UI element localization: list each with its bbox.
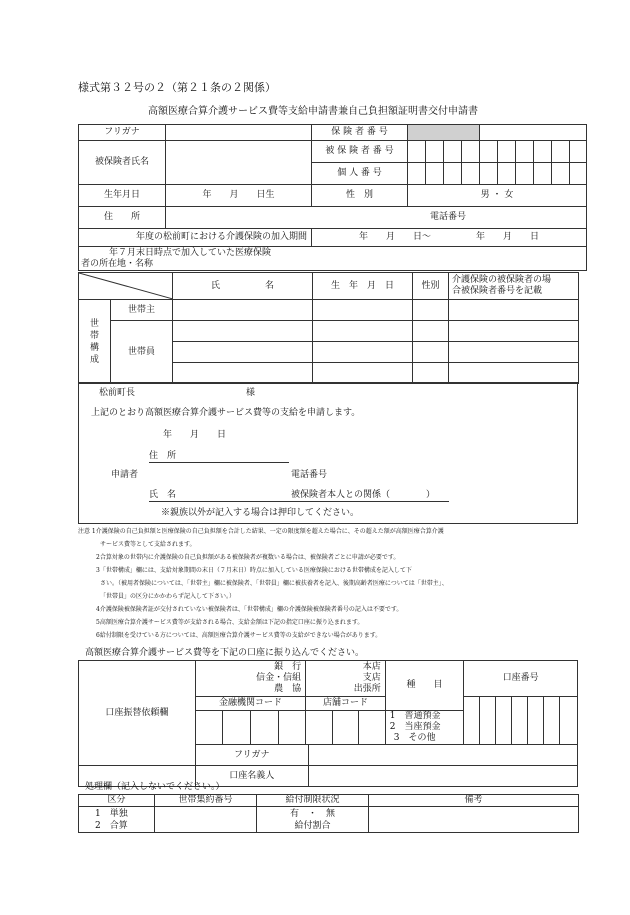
col-kyufu: 給付制限状況 (257, 795, 369, 807)
insured-no-digit[interactable] (498, 141, 516, 163)
head-name[interactable] (173, 300, 313, 321)
note-line: 3「世帯構成」欄には、支給対象期間の末日（７月末日）時点に加入している医療保険における世帯構成を記入して下 (96, 567, 412, 574)
insurance-field[interactable] (79, 247, 587, 271)
furigana-row (195, 745, 577, 766)
declaration-box (78, 382, 578, 524)
applicant-address[interactable]: 住 所 (149, 451, 289, 463)
insurer-no-label: 保 険 者 番 号 (312, 125, 408, 141)
period-field[interactable]: 年 月 日～ 年 月 日 (312, 229, 587, 247)
col-kaigo-2: 合被保険者番号を記載 (452, 286, 543, 296)
personal-no-digit[interactable] (498, 163, 516, 185)
bank-type-nokyo: 農 協 (274, 684, 302, 694)
processing-table (78, 794, 579, 833)
kind-toza: 2 当座預金 (389, 722, 441, 732)
sex-field[interactable]: 男 ・ 女 (408, 185, 587, 207)
note-line: 5高額医療合算介護サービス費等が支給される場合、支給金額は下記の指定口座に振り込まれます。 (96, 619, 364, 626)
birthdate-label: 生年月日 (79, 185, 166, 207)
period-label: 年度の松前町における介護保険の加入期間 (79, 229, 312, 247)
branch-code-digit[interactable] (332, 711, 359, 745)
member-kaigo[interactable] (449, 363, 579, 384)
inst-code-digit[interactable] (223, 711, 251, 745)
account-digit[interactable] (527, 697, 543, 745)
form-number: 様式第３２号の２（第２１条の２関係） (78, 81, 276, 94)
insured-no-digit[interactable] (426, 141, 444, 163)
insured-no-digit[interactable] (408, 141, 426, 163)
insured-no-digit[interactable] (570, 141, 587, 163)
head-kaigo[interactable] (449, 300, 579, 321)
bank-furigana-label: フリガナ (196, 745, 309, 765)
furigana-label: フリガナ (79, 125, 166, 141)
personal-no-digit[interactable] (516, 163, 534, 185)
note-line: さい。（被用者保険については、「世帯主」欄に被保険者、「世帯員」欄に被扶養者を記入、後期高齢者医療については「世帯主」、 (100, 580, 448, 587)
bank-table (78, 660, 578, 787)
insured-no-label: 被 保 険 者 番 号 (312, 141, 408, 163)
member-birth[interactable] (313, 342, 413, 363)
account-digit[interactable] (464, 697, 480, 745)
col-setai: 世帯集約番号 (155, 795, 257, 807)
member-birth[interactable] (313, 363, 413, 384)
personal-no-digit[interactable] (408, 163, 426, 185)
bank-type-shinkin: 信金・信組 (256, 673, 302, 683)
branch-type-main: 本店 (362, 662, 381, 672)
note-line: 6給付制限を受けている方については、高額医療合算介護サービス費等の支給ができない場合があります。 (96, 632, 382, 639)
personal-no-digit[interactable] (444, 163, 462, 185)
sama-label: 様 (246, 388, 256, 398)
account-digit[interactable] (480, 697, 496, 745)
furigana-field[interactable] (166, 125, 312, 141)
notes-block (78, 527, 588, 640)
note-line: 「世帯員」の区分にかかわらず記入して下さい。） (100, 593, 236, 600)
col-biko: 備考 (369, 795, 579, 807)
bank-type[interactable] (195, 661, 305, 697)
account-holder-label: 口座名義人 (196, 766, 309, 786)
note-line: 4介護保険被保険者証が交付されていない被保険者は、「世帯構成」欄の介護保険被保険者番号の記入は不要です。 (96, 606, 403, 613)
member-name[interactable] (173, 363, 313, 384)
holder-row[interactable] (195, 766, 577, 787)
bank-type-bank: 銀 行 (274, 662, 302, 672)
col-kubun: 区分 (79, 795, 155, 807)
personal-no-label: 個 人 番 号 (312, 163, 408, 185)
mayor-label: 松前町長 (99, 388, 136, 398)
col-kaigo (449, 273, 579, 300)
member-name[interactable] (173, 342, 313, 363)
kyufu-rate: 給付割合 (294, 820, 331, 831)
account-no-label: 口座番号 (464, 661, 578, 697)
insurance-label-2: 者の所在地・名称 (81, 258, 154, 269)
inst-code-digit[interactable] (278, 711, 306, 745)
applicant-phone[interactable]: 電話番号 (291, 470, 328, 480)
account-digit[interactable] (543, 697, 559, 745)
diagonal-line (79, 273, 173, 299)
member-kaigo[interactable] (449, 321, 579, 342)
member-sex[interactable] (413, 321, 449, 342)
kind-label: 種 目 (385, 661, 464, 711)
head-birth[interactable] (313, 300, 413, 321)
kind-futsu: 1 普通預金 (389, 711, 441, 721)
note-line: サービス費等として支給されます。 (100, 541, 196, 548)
setai-field (155, 807, 257, 833)
relation-field[interactable]: 被保険者本人との関係（ ） (291, 490, 436, 500)
member-sex[interactable] (413, 342, 449, 363)
applicant-label: 申請者 (111, 470, 139, 480)
insured-no-digit[interactable] (516, 141, 534, 163)
inst-code-label: 金融機関コード (195, 697, 305, 711)
personal-no-digit[interactable] (462, 163, 480, 185)
personal-no-digit[interactable] (480, 163, 498, 185)
kyufu-yes-no: 有 ・ 無 (289, 808, 335, 819)
branch-type[interactable] (306, 661, 386, 697)
insured-name-field[interactable] (166, 141, 312, 185)
insured-no-digit[interactable] (462, 141, 480, 163)
insurer-no-field[interactable] (480, 125, 587, 141)
bank-intro: 高額医療合算介護サービス費等を下記の口座に振り込んでください。 (85, 648, 365, 658)
note-line: 注意 1介護保険の自己負担額と医療保険の自己負担額を合計した結果、一定の限度額を超えた場合に、その超えた額が高額医療合算介護 (78, 528, 444, 535)
insured-no-digit[interactable] (534, 141, 552, 163)
applicant-name-label: 氏 名 (149, 490, 177, 500)
branch-type-branch: 支店 (362, 673, 381, 683)
kubun-combined: 2 合算 (95, 820, 128, 831)
address-label: 住 所 (79, 207, 166, 229)
insurance-label-1: 年７月末日時点で加入していた医療保険 (109, 247, 272, 258)
personal-no-digit[interactable] (570, 163, 587, 185)
col-kaigo-1: 介護保険の被保険者の場 (452, 275, 552, 285)
biko-field (369, 807, 579, 833)
personal-no-digit[interactable] (426, 163, 444, 185)
bank-section-label: 口座振替依頼欄 (79, 661, 196, 766)
col-sex: 性別 (413, 273, 449, 300)
insured-no-digit[interactable] (480, 141, 498, 163)
insured-name-label: 被保険者氏名 (79, 141, 166, 185)
personal-no-digit[interactable] (534, 163, 552, 185)
inst-code-digit[interactable] (195, 711, 223, 745)
account-digit[interactable] (496, 697, 512, 745)
branch-type-office: 出張所 (353, 684, 381, 694)
account-digit[interactable] (512, 697, 528, 745)
member-name[interactable] (173, 321, 313, 342)
sex-label: 性 別 (312, 185, 408, 207)
household-head-label: 世帯主 (111, 300, 173, 321)
account-digit[interactable] (559, 697, 577, 745)
processing-title: 処理欄（記入しないでください。） (85, 782, 225, 792)
insurer-no-shaded (408, 125, 480, 141)
kyufu-field (257, 807, 369, 833)
insured-no-digit[interactable] (552, 141, 570, 163)
phone-label: 電話番号 (430, 212, 467, 222)
kubun-options (79, 807, 155, 833)
inst-code-digit[interactable] (250, 711, 278, 745)
head-sex[interactable] (413, 300, 449, 321)
form-title: 高額医療合算介護サービス費等支給申請書兼自己負担額証明書交付申請書 (148, 106, 478, 117)
member-kaigo[interactable] (449, 342, 579, 363)
seal-note: ※親族以外が記入する場合は押印してください。 (161, 508, 360, 518)
declaration-statement: 上記のとおり高額医療合算介護サービス費等の支給を申請します。 (91, 408, 361, 418)
insured-no-digit[interactable] (444, 141, 462, 163)
diagonal-cell (79, 273, 173, 300)
kind-options[interactable] (385, 711, 464, 745)
address-field[interactable] (166, 207, 587, 229)
member-birth[interactable] (313, 321, 413, 342)
household-table (78, 272, 579, 384)
col-birth: 生 年 月 日 (313, 273, 413, 300)
note-line: 2合算対象の世帯内に介護保険の自己負担額がある被保険者が複数いる場合は、被保険者ごとに申請が必要です。 (96, 554, 400, 561)
personal-no-digit[interactable] (552, 163, 570, 185)
col-name: 氏 名 (173, 273, 313, 300)
application-table (78, 124, 587, 271)
kind-other: 3 その他 (393, 733, 436, 743)
birthdate-field[interactable]: 年 月 日生 (166, 185, 312, 207)
household-section-label: 世帯構成 (79, 300, 111, 384)
household-member-label: 世帯員 (111, 321, 173, 384)
branch-code-digit[interactable] (306, 711, 333, 745)
branch-code-digit[interactable] (359, 711, 386, 745)
branch-code-label: 店舗コード (306, 697, 386, 711)
declaration-date[interactable]: 年 月 日 (163, 430, 227, 440)
kubun-single: 1 単独 (95, 808, 128, 819)
member-sex[interactable] (413, 363, 449, 384)
